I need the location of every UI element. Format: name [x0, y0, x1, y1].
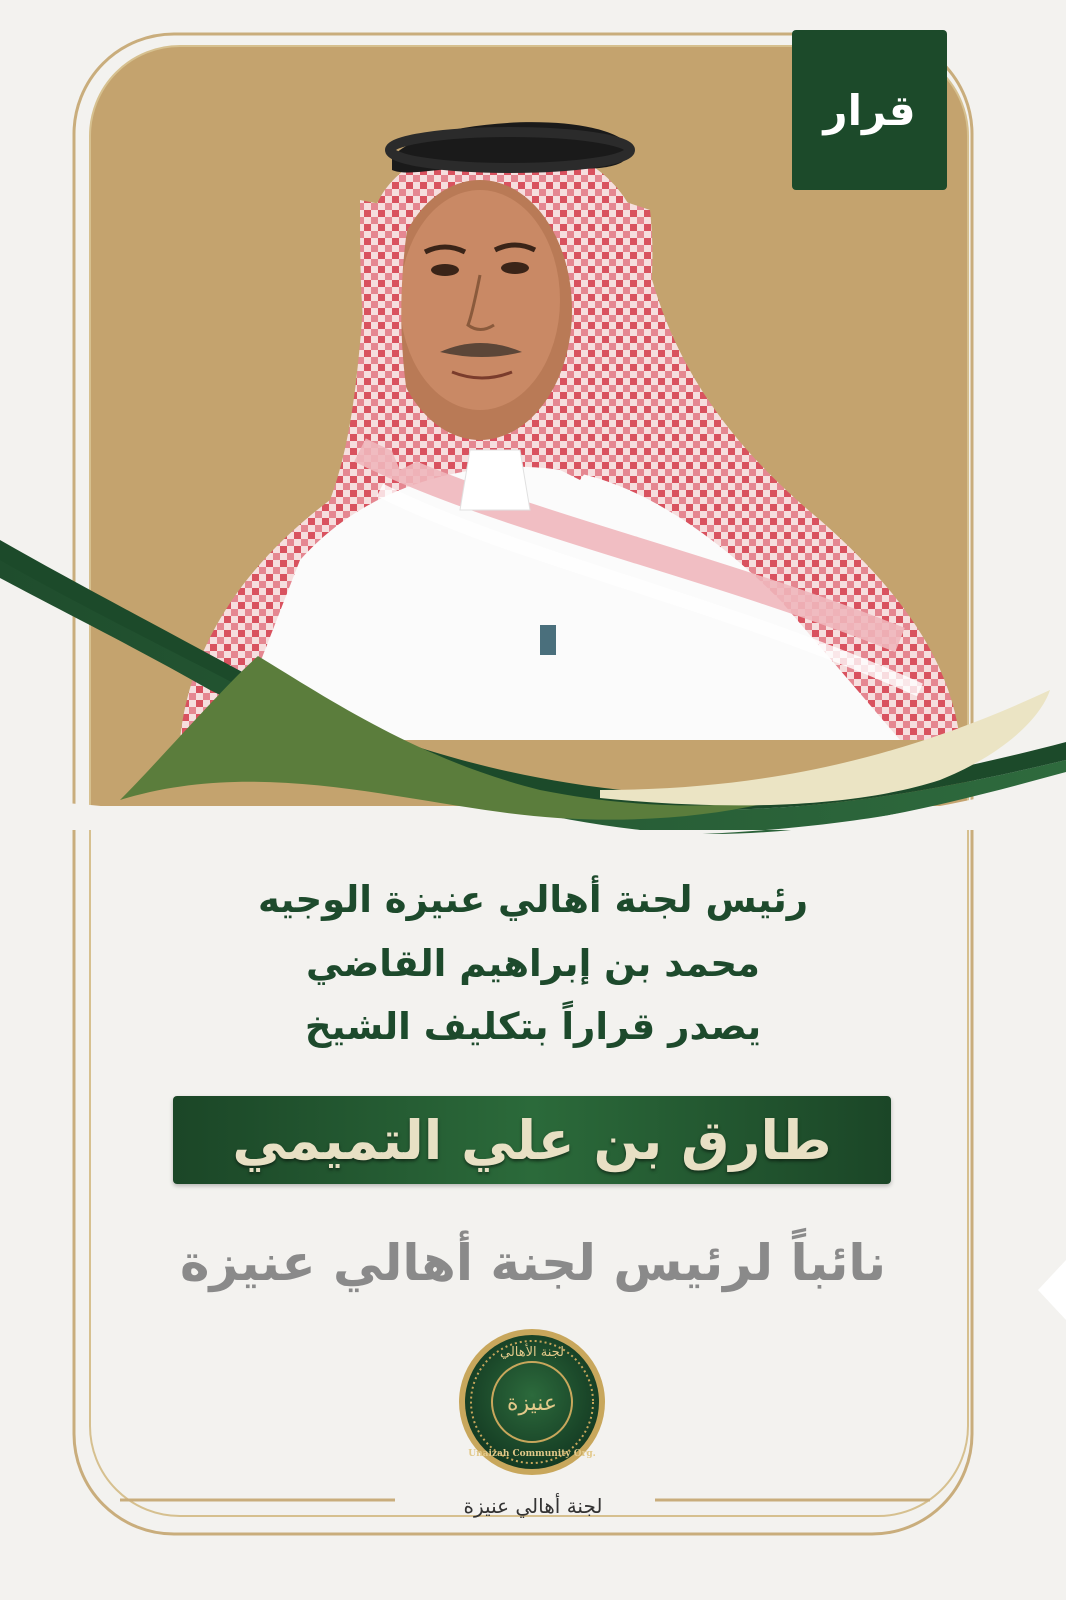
announcement-line-3: يصدر قراراً بتكليف الشيخ: [304, 1005, 762, 1048]
announcement-line-1: رئيس لجنة أهالي عنيزة الوجيه: [257, 878, 809, 921]
decision-badge: [792, 30, 947, 190]
footer-org-name: لجنة أهالي عنيزة: [463, 1494, 603, 1518]
logo-english-arc: Unaizah Community Org.: [468, 1449, 596, 1459]
org-logo: [459, 1329, 605, 1475]
appointee-name: طارق بن علي التميمي: [232, 1108, 832, 1172]
appointee-name-banner: [173, 1096, 891, 1184]
appointment-position: نائباً لرئيس لجنة أهالي عنيزة: [180, 1234, 886, 1292]
logo-arabic-arc: لجنة الأهالي: [499, 1345, 565, 1360]
announcement-line-2: محمد بن إبراهيم القاضي: [306, 942, 760, 985]
decision-badge-label: قرار: [823, 85, 916, 135]
logo-calligraphy: عنيزة: [506, 1391, 558, 1416]
